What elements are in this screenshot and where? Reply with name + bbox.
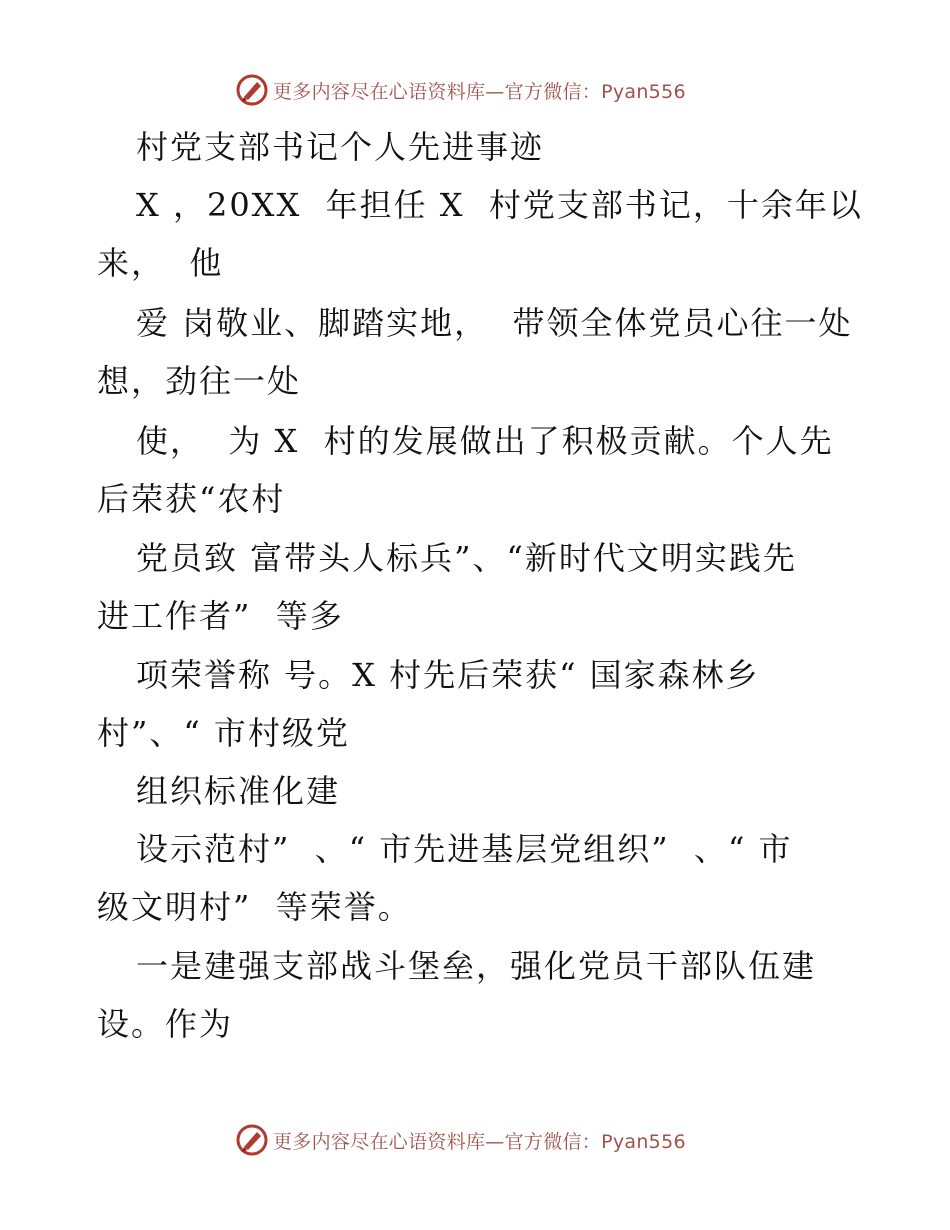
paragraph-line: 项荣誉称 号。X 村先后荣获“ 国家森林乡 [136, 656, 760, 694]
paragraph-line: 设示范村” 、“ 市先进基层党组织” 、“ 市 [136, 830, 793, 868]
paragraph-line: 党员致 富带头人标兵”、“新时代文明实践先 [136, 539, 797, 577]
paragraph-line: 想，劲往一处 [97, 362, 302, 400]
paragraph-line: X ，20XX 年担任 X 村党支部书记，十余年以 [136, 186, 863, 224]
paragraph-line: 级文明村” 等荣誉。 [97, 888, 412, 926]
paragraph-line: 设。作为 [97, 1005, 234, 1043]
watermark-footer [235, 1122, 686, 1158]
paragraph-line: 后荣获“农村 [97, 480, 286, 518]
paragraph-line: 一是建强支部战斗堡垒，强化党员干部队伍建 [136, 947, 817, 985]
pen-nib-circle-icon [235, 1123, 269, 1157]
watermark-text: 更多内容尽在心语资料库—官方微信：Pyan556 [273, 80, 686, 103]
watermark-text: 更多内容尽在心语资料库—官方微信：Pyan556 [273, 1130, 686, 1153]
paragraph-line: 来， 他 [97, 244, 224, 282]
document-title: 村党支部书记个人先进事迹 [136, 128, 545, 166]
paragraph-line: 村”、“ 市村级党 [97, 714, 350, 752]
paragraph-line: 进工作者” 等多 [97, 597, 344, 635]
paragraph-line: 使， 为 X 村的发展做出了积极贡献。个人先 [136, 422, 834, 460]
paragraph-line: 组织标准化建 [136, 772, 341, 810]
paragraph-line: 爱 岗敬业、脚踏实地， 带领全体党员心往一处 [136, 304, 853, 342]
